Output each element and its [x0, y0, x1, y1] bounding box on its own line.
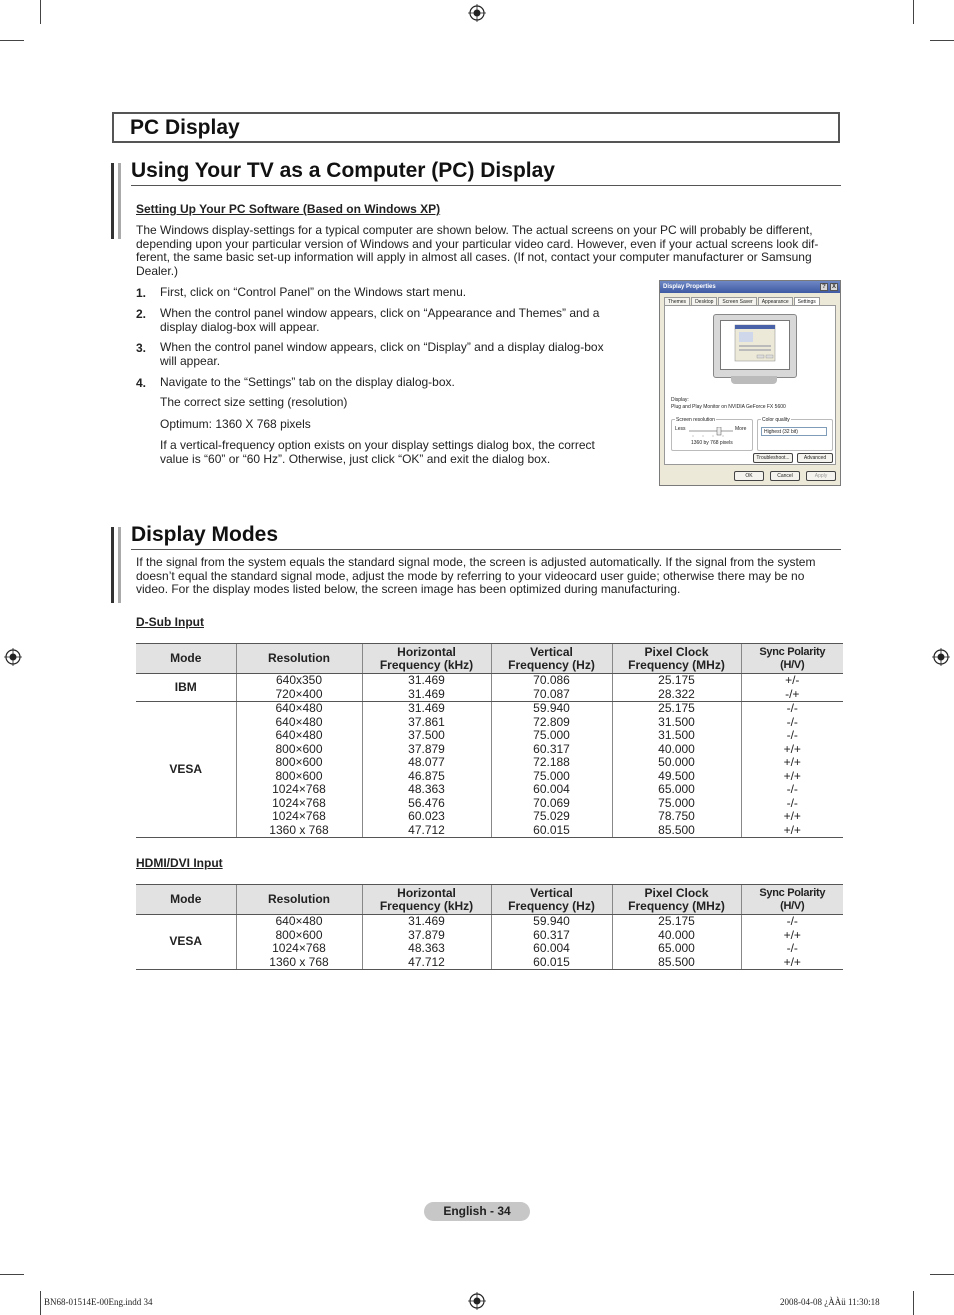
step-text	[160, 341, 630, 368]
registration-mark-icon	[468, 1292, 486, 1310]
cell-value: 59.940	[533, 914, 570, 928]
cell-value: 1024×768	[272, 795, 326, 810]
text-line: Dealer.)	[136, 263, 179, 278]
header-line: Frequency (Hz)	[508, 898, 595, 913]
cell-value: 1360 x 768	[269, 822, 329, 837]
hfreq-cell	[362, 674, 491, 702]
hdmi-input-heading: HDMI/DVI Input	[136, 856, 223, 870]
header-hfreq	[362, 885, 491, 915]
cell-value: 70.087	[533, 686, 570, 701]
crop-mark	[930, 1274, 954, 1275]
cell-value: -/-	[786, 714, 798, 729]
pclock-cell	[612, 702, 741, 838]
step-number: 4.	[136, 376, 147, 390]
more-label: More	[735, 426, 747, 432]
header-mode: Mode	[136, 644, 236, 674]
cell-value: -/+	[785, 686, 800, 701]
text-line: display dialog-box will appear.	[160, 319, 320, 334]
cell-value: 31.500	[658, 728, 695, 742]
sync-cell	[741, 674, 843, 702]
header-line: Frequency (kHz)	[379, 657, 474, 672]
step-number: 1.	[136, 286, 147, 300]
cell-value: 48.363	[408, 941, 445, 955]
cell-value: 40.000	[658, 927, 695, 942]
cell-value: 800×600	[275, 927, 323, 942]
vfreq-cell	[491, 915, 612, 970]
header-vfreq	[491, 885, 612, 915]
text-line: will appear.	[160, 353, 221, 368]
vfreq-cell	[491, 702, 612, 838]
sync-cell	[741, 915, 843, 970]
cell-value: 640×480	[275, 728, 323, 742]
text-line: video. For the display modes listed below, the screen image has been optimized during manufacturing.	[136, 582, 681, 596]
cell-value: -/-	[786, 941, 798, 955]
pclock-cell	[612, 915, 741, 970]
section-bar	[111, 527, 114, 603]
dsub-modes-table	[136, 643, 843, 838]
mini-dialog-icon	[721, 321, 789, 369]
cell-value: +/+	[783, 809, 801, 823]
text-line: The Windows display-settings for a typical computer are shown below. The actual screens on your PC will probably be different,	[136, 223, 813, 237]
cell-value: 37.879	[408, 741, 445, 756]
text-line: First, click on “Control Panel” on the Windows start menu.	[160, 285, 467, 299]
section-rule	[131, 185, 841, 186]
cell-value: 78.750	[658, 809, 695, 823]
cell-value: -/-	[786, 782, 798, 796]
resolution-cell	[236, 915, 362, 970]
cell-value: 59.940	[533, 701, 570, 715]
resolution-cell	[236, 702, 362, 838]
header-line: Horizontal	[397, 644, 456, 659]
intro-paragraph	[136, 556, 846, 597]
header-line: Frequency (kHz)	[379, 898, 474, 913]
cell-value: 75.029	[533, 809, 570, 823]
cell-value: 37.861	[408, 714, 445, 729]
header-sync	[741, 885, 843, 915]
mode-cell: IBM	[136, 674, 236, 702]
cell-value: 720×400	[275, 686, 323, 701]
dialog-title: Display Properties	[663, 284, 716, 290]
display-label: Display:	[671, 397, 689, 403]
cell-value: 40.000	[658, 741, 695, 756]
page-number-badge: English - 34	[424, 1202, 530, 1221]
vfreq-cell	[491, 674, 612, 702]
registration-mark-icon	[468, 4, 486, 22]
cell-value: 70.069	[533, 795, 570, 810]
header-line: (H/V)	[780, 658, 805, 671]
page-title: PC Display	[130, 116, 240, 139]
cell-value: 37.500	[408, 728, 445, 742]
table-row	[136, 702, 843, 838]
less-label: Less	[675, 426, 686, 432]
section-title: Display Modes	[131, 523, 279, 546]
header-line: Frequency (MHz)	[628, 898, 725, 913]
dialog-titlebar	[660, 281, 840, 293]
cell-value: 25.175	[658, 701, 695, 715]
settings-panel	[664, 305, 836, 465]
mode-cell: VESA	[136, 702, 236, 838]
section-title: Using Your TV as a Computer (PC) Display	[131, 159, 555, 182]
text-line: doesn’t equal the standard signal mode, adjust the mode by referring to your videocard user guide; otherwise there may be no	[136, 568, 805, 583]
cell-value: 60.317	[533, 741, 570, 756]
cell-value: 85.500	[658, 954, 695, 969]
cell-value: 31.500	[658, 714, 695, 729]
display-value: Plug and Play Monitor on NVIDIA GeForce FX 5600	[671, 404, 786, 410]
cell-value: 640×480	[275, 701, 323, 715]
cell-value: 50.000	[658, 755, 695, 769]
cell-value: 640×480	[275, 714, 323, 729]
header-pclock	[612, 885, 741, 915]
step-text	[160, 376, 630, 390]
cell-value: 75.000	[658, 795, 695, 810]
cell-value: 46.875	[408, 768, 445, 783]
cell-value: 1360 x 768	[269, 954, 329, 969]
header-line: Frequency (MHz)	[628, 657, 725, 672]
cell-value: 31.469	[408, 686, 445, 701]
cell-value: 60.004	[533, 782, 570, 796]
header-hfreq	[362, 644, 491, 674]
crop-mark	[0, 1274, 24, 1275]
table-row	[136, 915, 843, 970]
cell-value: 28.322	[658, 686, 695, 701]
text-line: depending upon your particular version of Windows and your particular video card. However, even if your actual screens look dif-	[136, 236, 819, 251]
ok-button[interactable]: OK	[734, 471, 764, 481]
crop-mark	[913, 1291, 914, 1315]
cell-value: 60.015	[533, 822, 570, 837]
cell-value: 31.469	[408, 673, 445, 687]
cancel-button[interactable]: Cancel	[770, 471, 800, 481]
screen-resolution-label: Screen resolution	[676, 417, 715, 423]
cell-value: +/+	[783, 954, 801, 969]
file-info: BN68-01514E-00Eng.indd 34	[44, 1297, 153, 1307]
cell-value: 1024×768	[272, 782, 326, 796]
cell-value: 640×480	[275, 914, 323, 928]
header-resolution: Resolution	[236, 885, 362, 915]
tab-appearance[interactable]: Appearance	[758, 297, 793, 306]
note-text: The correct size setting (resolution)	[160, 395, 348, 409]
cell-value: 60.015	[533, 954, 570, 969]
close-icon[interactable]: X	[831, 284, 836, 290]
print-timestamp: 2008-04-08 ¿ÀÀü 11:30:18	[780, 1297, 880, 1307]
cell-value: 48.363	[408, 782, 445, 796]
cell-value: 70.086	[533, 673, 570, 687]
cell-value: 85.500	[658, 822, 695, 837]
tab-themes[interactable]: Themes	[664, 297, 690, 306]
text-line: When the control panel window appears, click on “Display” and a display dialog-box	[160, 340, 604, 354]
hdmi-modes-table	[136, 884, 843, 970]
crop-mark	[40, 0, 41, 24]
cell-value: 800×600	[275, 755, 323, 769]
cell-value: 800×600	[275, 768, 323, 783]
text-line: value is “60” or “60 Hz”. Otherwise, just click “OK” and exit the dialog box.	[160, 451, 551, 466]
apply-button[interactable]: Apply	[806, 471, 836, 481]
cell-value: 47.712	[408, 954, 445, 969]
cell-value: 37.879	[408, 927, 445, 942]
note-text: Optimum: 1360 X 768 pixels	[160, 417, 311, 431]
header-line: Pixel Clock	[644, 644, 709, 659]
text-line: Navigate to the “Settings” tab on the display dialog-box.	[160, 375, 455, 389]
header-line: (H/V)	[780, 899, 805, 912]
cell-value: 75.000	[533, 768, 570, 783]
tab-desktop[interactable]: Desktop	[691, 297, 717, 306]
hfreq-cell	[362, 702, 491, 838]
header-line: Sync Polarity	[759, 886, 826, 899]
cell-value: 800×600	[275, 741, 323, 756]
header-line: Horizontal	[397, 885, 456, 900]
cell-value: 49.500	[658, 768, 695, 783]
monitor-screen	[720, 320, 790, 370]
troubleshoot-button[interactable]: Troubleshoot...	[753, 453, 793, 463]
cell-value: 1024×768	[272, 941, 326, 955]
section-bar	[118, 527, 121, 603]
cell-value: +/+	[783, 768, 801, 783]
resolution-slider[interactable]	[689, 427, 733, 437]
cell-value: +/+	[783, 927, 801, 942]
header-vfreq	[491, 644, 612, 674]
sync-cell	[741, 702, 843, 838]
step-number: 3.	[136, 341, 147, 355]
header-resolution: Resolution	[236, 644, 362, 674]
cell-value: 60.317	[533, 927, 570, 942]
cell-value: 1024×768	[272, 809, 326, 823]
header-line: Sync Polarity	[759, 645, 826, 658]
cell-value: 60.023	[408, 809, 445, 823]
cell-value: 31.469	[408, 914, 445, 928]
crop-mark	[0, 40, 24, 41]
section-rule	[131, 549, 841, 550]
color-quality-select[interactable]: Highest (32 bit)	[761, 427, 827, 436]
advanced-button[interactable]: Advanced	[797, 453, 833, 463]
tab-screen-saver[interactable]: Screen Saver	[718, 297, 756, 306]
step-number: 2.	[136, 307, 147, 321]
display-properties-dialog	[659, 280, 841, 486]
cell-value: 48.077	[408, 755, 445, 769]
text-line: When the control panel window appears, click on “Appearance and Themes” and a	[160, 306, 600, 320]
section-bar	[118, 163, 121, 239]
text-line: If the signal from the system equals the standard signal mode, the screen is adjusted automatically. If the signal from the system	[136, 555, 816, 569]
cell-value: +/-	[785, 673, 800, 687]
resolution-cell	[236, 674, 362, 702]
crop-mark	[913, 0, 914, 24]
registration-mark-icon	[4, 648, 22, 666]
step-text	[160, 286, 630, 300]
cell-value: 56.476	[408, 795, 445, 810]
monitor-stand	[731, 376, 777, 384]
pclock-cell	[612, 674, 741, 702]
header-line: Frequency (Hz)	[508, 657, 595, 672]
cell-value: +/+	[783, 822, 801, 837]
cell-value: -/-	[786, 914, 798, 928]
tab-settings[interactable]: Settings	[794, 297, 820, 306]
cell-value: 640x350	[275, 673, 323, 687]
cell-value: 65.000	[658, 941, 695, 955]
cell-value: 72.188	[533, 755, 570, 769]
header-line: Vertical	[530, 644, 573, 659]
cell-value: 47.712	[408, 822, 445, 837]
cell-value: 60.004	[533, 941, 570, 955]
step-text	[160, 307, 630, 334]
crop-mark	[40, 1291, 41, 1315]
dsub-input-heading: D-Sub Input	[136, 615, 204, 629]
section-bar	[111, 163, 114, 239]
cell-value: +/+	[783, 741, 801, 756]
cell-value: -/-	[786, 728, 798, 742]
header-sync	[741, 644, 843, 674]
header-line: Vertical	[530, 885, 573, 900]
table-row	[136, 674, 843, 702]
note-text	[160, 439, 630, 466]
help-icon[interactable]: ?	[820, 283, 828, 291]
hfreq-cell	[362, 915, 491, 970]
intro-paragraph	[136, 224, 846, 278]
cell-value: 72.809	[533, 714, 570, 729]
header-pclock	[612, 644, 741, 674]
cell-value: 25.175	[658, 914, 695, 928]
color-quality-label: Color quality	[762, 417, 790, 423]
resolution-value: 1360 by 768 pixels	[691, 440, 733, 446]
crop-mark	[930, 40, 954, 41]
text-line: ferent, the same basic set-up information will apply in almost all cases. (If not, contact your computer manufacturer or Samsung	[136, 250, 812, 264]
cell-value: 31.469	[408, 701, 445, 715]
monitor-icon	[713, 314, 797, 378]
text-line: If a vertical-frequency option exists on your display settings dialog box, the correct	[160, 438, 595, 452]
cell-value: 75.000	[533, 728, 570, 742]
header-line: Pixel Clock	[644, 885, 709, 900]
sub-heading: Setting Up Your PC Software (Based on Windows XP)	[136, 202, 441, 216]
cell-value: 25.175	[658, 673, 695, 687]
cell-value: -/-	[786, 701, 798, 715]
header-mode: Mode	[136, 885, 236, 915]
cell-value: 65.000	[658, 782, 695, 796]
cell-value: +/+	[783, 755, 801, 769]
mode-cell: VESA	[136, 915, 236, 970]
registration-mark-icon	[932, 648, 950, 666]
cell-value: -/-	[786, 795, 798, 810]
